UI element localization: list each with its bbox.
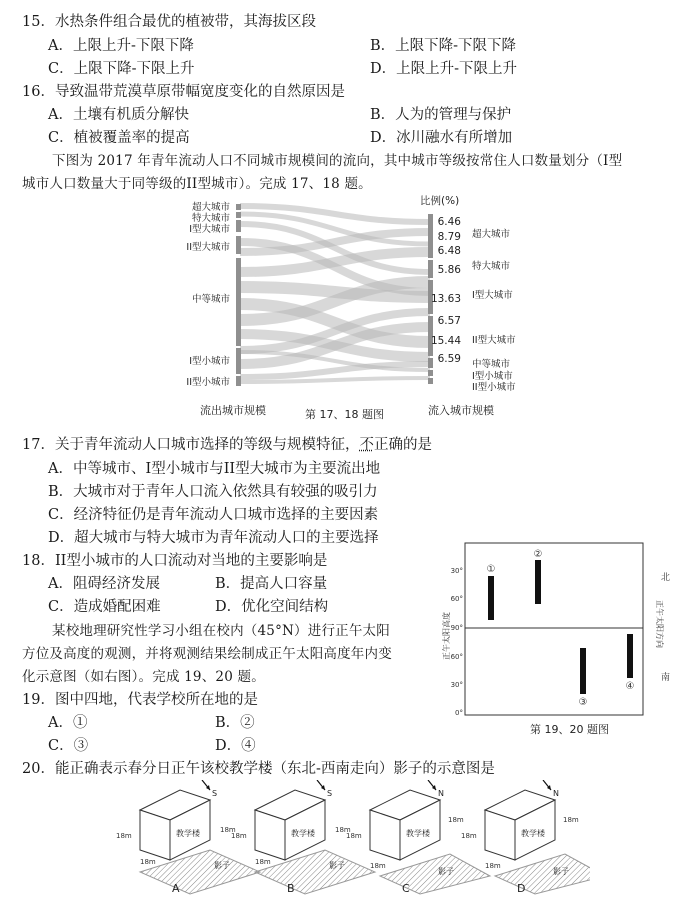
sun-chart-north: 北: [661, 573, 671, 583]
figure-d-height-3: 18m: [485, 862, 501, 870]
figure-d-shadow-label: 影子: [553, 867, 569, 876]
sankey-ratio-header: 比例(%): [420, 195, 460, 207]
q19-option-c: C．③: [48, 738, 89, 754]
q19-option-b: B．②: [215, 715, 255, 731]
q15-stem: 15．水热条件组合最优的植被带，其海拔区段: [22, 14, 316, 30]
q17-option-b: B．大城市对于青年人口流入依然具有较强的吸引力: [48, 484, 378, 500]
sun-tick-90: 90°: [450, 624, 463, 632]
sankey-left-label-4: 中等城市: [191, 294, 230, 305]
q17-option-a: A．中等城市、I型小城市与II型大城市为主要流出地: [48, 461, 381, 477]
sankey-right-label-4: 中等城市: [472, 359, 511, 370]
sankey-value-0: 6.46: [437, 216, 461, 228]
sankey-value-5: 6.57: [437, 315, 461, 327]
sankey-value-4: 13.63: [430, 293, 461, 305]
sankey-right-label-1: 特大城市: [472, 261, 511, 272]
q17-stem-pre: 17．关于青年流动人口城市选择的等级与规模特征，: [22, 437, 360, 453]
intro-17-18-line2: 城市人口数量大于同等级的II型城市）。完成 17、18 题。: [22, 176, 372, 192]
sankey-right-label-5: I型小城市: [472, 371, 513, 382]
q15-option-a: A．上限上升-下限下降: [48, 38, 194, 54]
q18-stem: 18．II型小城市的人口流动对当地的主要影响是: [22, 553, 328, 569]
sankey-left-title: 流出城市规模: [200, 404, 266, 417]
figure-c-shadow: [380, 854, 490, 894]
sankey-left-label-5: I型小城市: [189, 356, 230, 367]
sankey-left-label-1: 特大城市: [191, 213, 230, 224]
figure-c-height-1: 18m: [346, 832, 362, 840]
sankey-left-label-6: II型小城市: [186, 377, 230, 388]
sun-chart-ylabel: 正午太阳高度: [442, 612, 451, 660]
sankey-right-label-3: II型大城市: [472, 335, 516, 346]
intro-19-20-line2: 方位及高度的观测，并将观测结果绘制成正午太阳高度年内变: [22, 646, 392, 662]
figure-c-letter: C: [402, 882, 410, 895]
intro-19-20-line3: 化示意图（如右图）。完成 19、20 题。: [22, 669, 265, 685]
sankey-left-label-2: I型大城市: [189, 224, 230, 235]
figure-a-height-1: 18m: [116, 832, 132, 840]
q17-option-c: C．经济特征仍是青年流动人口城市选择的主要因素: [48, 507, 379, 523]
sankey-left-nodes: [236, 204, 241, 386]
figure-b-dir: S: [327, 789, 333, 798]
sun-chart-south: 南: [661, 673, 671, 683]
q17-stem: [22, 433, 432, 454]
sankey-value-1: 8.79: [437, 231, 461, 243]
sun-marker-4: ④: [625, 681, 635, 692]
sankey-value-2: 6.48: [437, 245, 461, 257]
sun-bar-2: [535, 560, 541, 604]
q16-option-d: D．冰川融水有所增加: [370, 130, 513, 146]
figure-b-height-2: 18m: [335, 826, 351, 834]
sun-bar-1: [488, 576, 494, 620]
figure-c-shadow-label: 影子: [438, 867, 454, 876]
figure-a-shadow-label: 影子: [214, 861, 230, 870]
figure-a-dir: S: [212, 789, 218, 798]
figure-a-building: 教学楼: [176, 829, 200, 838]
intro-19-20-line1: 某校地理研究性学习小组在校内（45°N）进行正午太阳: [52, 623, 390, 639]
figure-b-building: 教学楼: [291, 829, 315, 838]
q20-stem: 20．能正确表示春分日正午该校教学楼（东北-西南走向）影子的示意图是: [22, 761, 495, 777]
sun-bar-3: [580, 648, 586, 694]
figure-a-height-2: 18m: [220, 826, 236, 834]
q16-option-a: A．土壤有机质分解快: [48, 107, 189, 123]
sun-marker-1: ①: [486, 564, 496, 575]
figure-d-dir: N: [553, 789, 559, 798]
sankey-right-label-2: I型大城市: [472, 290, 513, 301]
sun-bar-4: [627, 634, 633, 678]
q15-option-c: C．上限下降-下限上升: [48, 61, 195, 77]
figure-c-building: 教学楼: [406, 829, 430, 838]
sun-tick-top-30: 30°: [450, 567, 463, 575]
q20-figures: [110, 780, 590, 900]
q19-stem: 19．图中四地，代表学校所在地的是: [22, 692, 258, 708]
sun-height-chart: [435, 540, 680, 740]
sun-tick-bottom-0: 0°: [455, 709, 463, 717]
q18-option-d: D．优化空间结构: [215, 599, 329, 615]
figure-d-height-1: 18m: [461, 832, 477, 840]
sankey-value-7: 6.59: [437, 353, 461, 365]
figure-a-shadow: [140, 850, 260, 894]
figure-c-height-3: 18m: [370, 862, 386, 870]
figure-a-letter: A: [172, 882, 180, 895]
figure-b-height-3: 18m: [255, 858, 271, 866]
sankey-diagram: [180, 192, 540, 422]
q18-option-c: C．造成婚配困难: [48, 599, 161, 615]
figure-d-shadow: [495, 854, 590, 894]
q15-option-b: B．上限下降-下限下降: [370, 38, 517, 54]
sankey-caption: 第 17、18 题图: [305, 408, 384, 421]
figure-d-building: 教学楼: [521, 829, 545, 838]
sankey-right-label-0: 超大城市: [472, 229, 511, 240]
q15-option-d: D．上限上升-下限上升: [370, 61, 518, 77]
q17-stem-post: 正确的是: [373, 437, 432, 453]
q16-option-c: C．植被覆盖率的提高: [48, 130, 190, 146]
figure-b-shadow: [255, 850, 375, 894]
figure-d-letter: D: [517, 882, 526, 895]
sankey-left-label-0: 超大城市: [191, 202, 230, 213]
figure-c-height-2: 18m: [448, 816, 464, 824]
figure-b-height-1: 18m: [231, 832, 247, 840]
figure-a-height-3: 18m: [140, 858, 156, 866]
sun-marker-2: ②: [533, 549, 543, 560]
sankey-value-3: 5.86: [437, 264, 461, 276]
q16-option-b: B．人为的管理与保护: [370, 107, 512, 123]
q18-option-a: A．阻碍经济发展: [48, 576, 160, 592]
sankey-flows: [240, 206, 430, 382]
sun-tick-bottom-30: 30°: [450, 681, 463, 689]
figure-c-dir: N: [438, 789, 444, 798]
q16-stem: 16．导致温带荒漠草原带幅宽度变化的自然原因是: [22, 84, 345, 100]
q17-option-d: D．超大城市与特大城市为青年流动人口的主要选择: [48, 530, 379, 546]
figure-b-shadow-label: 影子: [329, 861, 345, 870]
sun-chart-direction-label: 正午太阳方向: [655, 600, 664, 648]
sankey-left-label-3: II型大城市: [186, 242, 230, 253]
q17-stem-mark: 不: [359, 437, 374, 453]
sankey-right-title: 流入城市规模: [428, 404, 494, 417]
sun-tick-top-60: 60°: [450, 595, 463, 603]
sun-tick-bottom-60: 60°: [450, 653, 463, 661]
q18-option-b: B．提高人口容量: [215, 576, 328, 592]
sun-marker-3: ③: [578, 697, 588, 708]
intro-17-18-line1: 下图为 2017 年青年流动人口不同城市规模间的流向，其中城市等级按常住人口数量划分（I型: [52, 153, 623, 169]
sun-chart-caption: 第 19、20 题图: [530, 723, 609, 736]
q19-option-d: D．④: [215, 738, 256, 754]
q19-option-a: A．①: [48, 715, 88, 731]
figure-d-height-2: 18m: [563, 816, 579, 824]
sankey-value-6: 15.44: [430, 335, 461, 347]
figure-b-letter: B: [287, 882, 295, 895]
sankey-right-label-6: II型小城市: [472, 382, 516, 393]
